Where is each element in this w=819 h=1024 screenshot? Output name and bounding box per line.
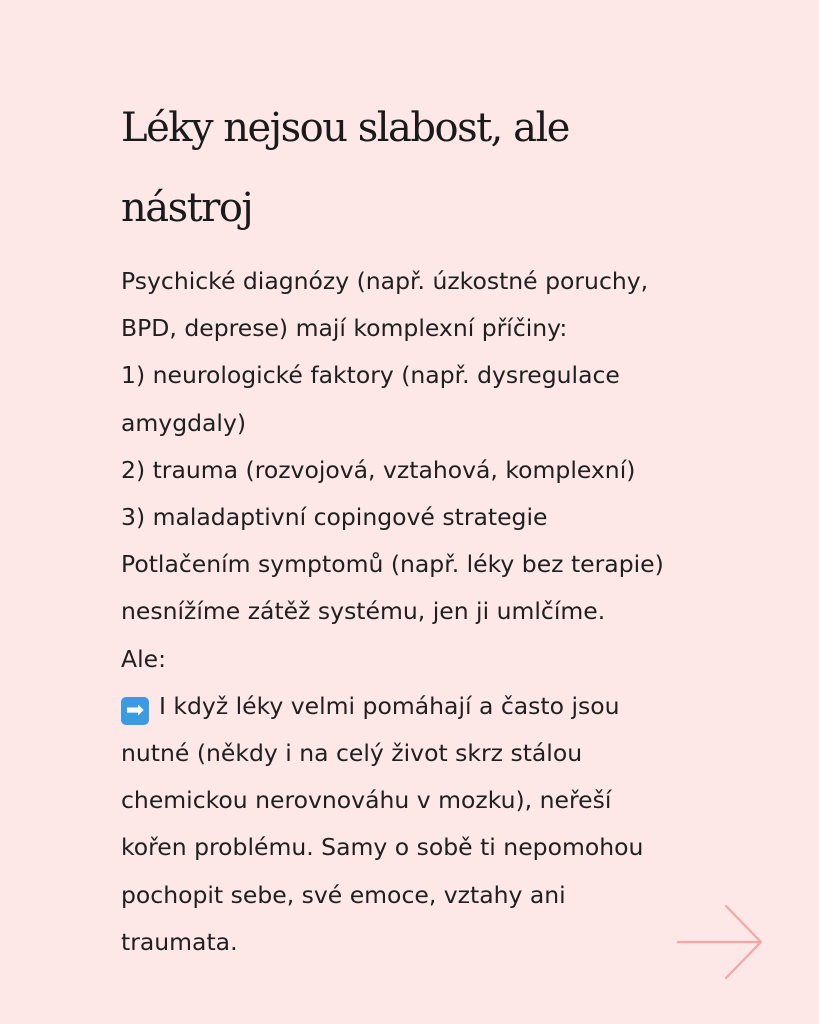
body-line: 3) maladaptivní copingové strategie (121, 503, 548, 532)
body-line: Psychické diagnózy (např. úzkostné poruchy, (121, 267, 649, 295)
slide-title (121, 88, 721, 248)
body-line-text: I když léky velmi pomáhají a často jsou (159, 691, 620, 720)
body-line: pochopit sebe, své emoce, vztahy ani (121, 880, 566, 909)
title-line-2: nástroj (121, 185, 253, 231)
title-line-1: Léky nejsou slabost, ale (121, 105, 569, 151)
body-line-with-emoji (121, 683, 781, 730)
body-line: traumata. (121, 927, 238, 956)
body-line: Potlačením symptomů (např. léky bez terapie) (121, 550, 664, 579)
slide-body (121, 258, 781, 966)
body-line: chemickou nerovnováhu v mozku), neřeší (121, 786, 612, 815)
next-arrow-icon[interactable] (676, 902, 764, 982)
right-arrow-emoji-icon: ➡ (121, 697, 149, 725)
body-line: kořen problému. Samy o sobě ti nepomohou (121, 833, 644, 862)
body-line: Ale: (121, 644, 166, 673)
body-line: 2) trauma (rozvojová, vztahová, komplexní) (121, 455, 636, 484)
body-line: amygdaly) (121, 408, 247, 437)
body-line: 1) neurologické faktory (např. dysregulace (121, 361, 620, 390)
body-line: BPD, deprese) mají komplexní příčiny: (121, 314, 568, 343)
body-line: nesnížíme zátěž systému, jen ji umlčíme. (121, 597, 606, 626)
body-line: nutné (někdy i na celý život skrz stálou (121, 739, 583, 768)
